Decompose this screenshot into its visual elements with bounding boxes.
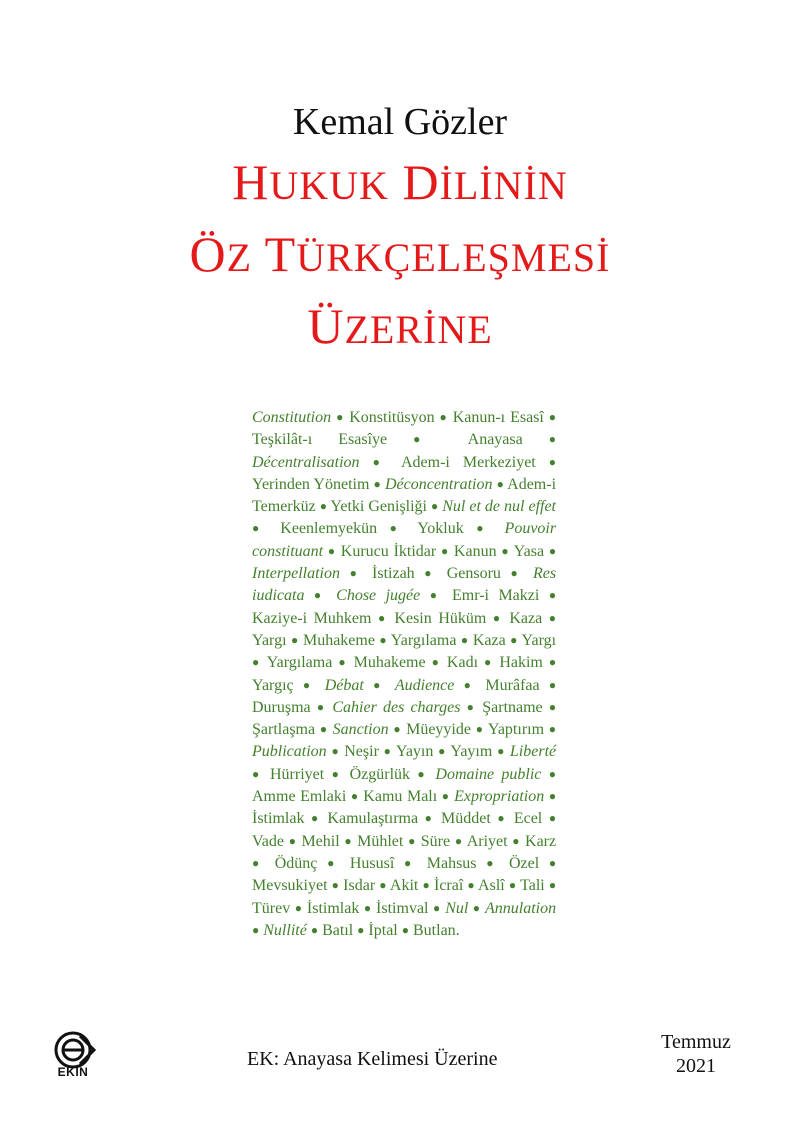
bullet-separator: ●	[404, 855, 417, 870]
bullet-separator: ●	[378, 610, 388, 625]
term: Pouvoir constituant	[252, 520, 557, 560]
term: Déconcentration	[384, 475, 493, 493]
bullet-separator: ●	[439, 410, 448, 424]
term: Şartname	[482, 698, 543, 716]
term: Keenlemyekün	[280, 520, 378, 538]
bullet-separator: ●	[290, 632, 299, 647]
term: Emr-i Makzi	[451, 587, 540, 605]
bullet-separator: ●	[496, 476, 504, 491]
bullet-separator: ●	[548, 410, 557, 424]
term: Tali	[520, 877, 545, 895]
term: Kaza	[509, 609, 543, 627]
bullet-separator: ●	[484, 655, 494, 670]
term: Muhakeme	[302, 631, 375, 649]
term: Yayın	[395, 743, 434, 761]
bullet-separator: ●	[331, 878, 340, 893]
bullet-separator: ●	[548, 722, 557, 737]
bullet-separator: ●	[331, 744, 340, 759]
bullet-separator: ●	[548, 655, 557, 670]
bullet-separator: ●	[424, 811, 435, 826]
bullet-separator: ●	[373, 677, 386, 692]
title-capital: D	[402, 154, 440, 210]
term: Mehil	[301, 832, 340, 850]
bullet-separator: ●	[548, 610, 556, 625]
term: Aslî	[478, 877, 505, 895]
bullet-separator: ●	[475, 722, 484, 737]
term: Yargı	[252, 631, 287, 649]
date-month: Temmuz	[661, 1031, 731, 1053]
bullet-separator: ●	[431, 655, 441, 670]
title-capital: T	[264, 226, 297, 282]
bullet-separator: ●	[463, 677, 477, 692]
term: Kaziye-i Muhkem	[252, 609, 372, 627]
term: İstimval	[376, 899, 429, 917]
bullet-separator: ●	[344, 833, 353, 848]
bullet-separator: ●	[417, 766, 429, 781]
term: Yargı	[521, 631, 557, 649]
term: Kamulaştırma	[327, 810, 419, 828]
bullet-separator: ●	[510, 632, 518, 647]
bullet-separator: ●	[379, 632, 387, 647]
term: Yaptırım	[487, 721, 545, 739]
term: Türev	[252, 899, 291, 917]
bullet-separator: ●	[548, 811, 557, 826]
bullet-separator: ●	[548, 432, 557, 447]
bullet-separator: ●	[310, 922, 319, 937]
bullet-separator: ●	[501, 543, 510, 558]
title-capital: H	[232, 154, 270, 210]
bullet-separator: ●	[316, 699, 327, 714]
bullet-separator: ●	[252, 521, 268, 536]
title-line-1	[0, 150, 800, 218]
term: Karz	[525, 832, 557, 850]
bullet-separator: ●	[408, 833, 417, 848]
bullet-separator: ●	[424, 566, 438, 581]
term: Domaine public	[435, 765, 542, 783]
bullet-separator: ●	[252, 655, 262, 670]
bullet-separator: ●	[508, 878, 517, 893]
bullet-separator: ●	[422, 878, 430, 893]
term: Expropriation	[454, 788, 545, 806]
bullet-separator: ●	[548, 699, 557, 714]
bullet-separator: ●	[294, 900, 303, 915]
term: Vade	[252, 832, 284, 850]
publication-date	[646, 1030, 746, 1078]
bullet-separator: ●	[350, 789, 359, 804]
bullet-separator: ●	[413, 432, 443, 447]
bullet-separator: ●	[548, 855, 557, 870]
bullet-separator: ●	[454, 833, 463, 848]
bullet-separator: ●	[357, 922, 365, 937]
bullet-separator: ●	[319, 499, 327, 514]
term: İstizah	[372, 565, 415, 583]
term: Débat	[324, 676, 364, 694]
bullet-separator: ●	[252, 855, 265, 870]
term: İcraî	[433, 877, 464, 895]
term: Publication	[252, 743, 327, 761]
term: Butlan.	[413, 921, 460, 939]
bullet-separator: ●	[512, 833, 521, 848]
term: Yasa	[513, 542, 545, 560]
term: Gensoru	[446, 565, 501, 583]
bullet-separator: ●	[438, 744, 447, 759]
bullet-separator: ●	[429, 588, 443, 603]
term: Kanun-ı Esasî	[452, 409, 544, 426]
term: Duruşma	[252, 698, 311, 716]
term: Mahsus	[426, 854, 477, 872]
term: Res iudicata	[252, 565, 557, 605]
bullet-separator: ●	[252, 922, 260, 937]
bullet-separator: ●	[460, 632, 469, 647]
bullet-separator: ●	[497, 744, 506, 759]
term: Cahier des charges	[332, 698, 461, 716]
term: Mevsukiyet	[252, 877, 328, 895]
title-rest: UKUK	[269, 163, 389, 208]
term: Yetki Genişliği	[330, 498, 427, 516]
bullet-separator: ●	[441, 789, 450, 804]
term: İstimlak	[252, 810, 305, 828]
term: Hususî	[349, 854, 395, 872]
term: Mühlet	[357, 832, 404, 850]
term: Yokluk	[417, 520, 464, 538]
title-rest: Z	[226, 235, 253, 280]
term: Özgürlük	[349, 765, 411, 783]
title-rest: ZERİNE	[344, 307, 493, 352]
bullet-separator: ●	[431, 499, 439, 514]
bullet-separator: ●	[510, 566, 524, 581]
bullet-separator: ●	[311, 811, 321, 826]
bullet-separator: ●	[492, 610, 503, 625]
term: Audience	[394, 676, 455, 694]
date-year: 2021	[676, 1055, 716, 1077]
term: Isdar	[343, 877, 376, 895]
term: Neşir	[344, 743, 379, 761]
bullet-separator: ●	[548, 677, 557, 692]
title-capital: Ü	[307, 298, 345, 354]
bullet-separator: ●	[372, 454, 389, 469]
title-line-2	[0, 222, 800, 290]
bullet-separator: ●	[548, 454, 557, 469]
term: Şartlaşma	[252, 721, 316, 739]
term: Ariyet	[466, 832, 508, 850]
term: Yargılama	[390, 631, 457, 649]
bullet-separator: ●	[327, 543, 336, 558]
bullet-separator: ●	[383, 744, 392, 759]
term: Interpellation	[252, 565, 340, 583]
term: Özel	[508, 854, 540, 872]
bullet-separator: ●	[288, 833, 297, 848]
bullet-separator: ●	[349, 566, 363, 581]
term: Liberté	[509, 743, 557, 761]
term: Batıl	[322, 921, 354, 939]
term: Murâfaa	[485, 676, 540, 694]
author-name: Kemal Gözler	[292, 101, 508, 143]
term: Yargıç	[252, 676, 294, 694]
appendix-note: EK: Anayasa Kelimesi Üzerine	[247, 1048, 498, 1070]
term: Kurucu İktidar	[340, 542, 437, 560]
term: Nullité	[263, 921, 307, 939]
bullet-separator: ●	[466, 699, 477, 714]
term: Müeyyide	[406, 721, 471, 739]
bullet-separator: ●	[476, 521, 493, 536]
bullet-separator: ●	[393, 722, 402, 737]
bullet-separator: ●	[548, 543, 557, 558]
term: Décentralisation	[252, 453, 360, 471]
title-line-3	[0, 294, 800, 362]
term: Kadı	[446, 654, 479, 672]
bullet-separator: ●	[432, 900, 441, 915]
term: Anayasa	[467, 431, 523, 449]
term: Muhakeme	[353, 654, 426, 672]
title-rest: İLİNİN	[439, 163, 568, 208]
bullet-separator: ●	[373, 476, 381, 491]
term: Yayım	[450, 743, 493, 761]
bullet-separator: ●	[252, 766, 263, 781]
bullet-separator: ●	[302, 677, 316, 692]
logo-text: EKİN	[57, 1065, 89, 1079]
bullet-separator: ●	[548, 588, 557, 603]
bullet-separator: ●	[389, 521, 406, 536]
term: Adem-i Temerküz	[252, 475, 557, 516]
bullet-separator: ●	[313, 588, 327, 603]
bullet-separator: ●	[363, 900, 372, 915]
term: Kesin Hüküm	[394, 609, 487, 627]
term: Hakim	[499, 654, 543, 672]
term: Kamu Malı	[363, 788, 438, 806]
bullet-separator: ●	[331, 766, 343, 781]
bullet-separator: ●	[401, 922, 409, 937]
bullet-separator: ●	[319, 722, 328, 737]
term: Yargılama	[266, 654, 333, 672]
term: Chose jugée	[336, 587, 421, 605]
term: Süre	[420, 832, 451, 850]
bullet-separator: ●	[336, 410, 345, 424]
term: Akit	[389, 877, 419, 895]
term: İptal	[368, 921, 398, 939]
bullet-separator: ●	[497, 811, 508, 826]
term: Nul	[445, 899, 469, 917]
bullet-separator: ●	[338, 655, 348, 670]
term: İstimlak	[306, 899, 360, 917]
bullet-separator: ●	[379, 878, 387, 893]
term: Amme Emlaki	[252, 788, 347, 806]
term: Teşkilât-ı Esasîye	[252, 431, 388, 449]
bullet-separator: ●	[548, 878, 557, 893]
term: Annulation	[485, 899, 557, 917]
term: Hürriyet	[270, 765, 325, 783]
term: Ecel	[513, 810, 543, 828]
term: Nul et de nul effet	[442, 498, 556, 516]
bullet-separator: ●	[548, 766, 557, 781]
title-capital: Ö	[189, 226, 227, 282]
bullet-separator: ●	[327, 855, 341, 870]
term: Yerinden Yönetim	[252, 475, 370, 493]
bullet-separator: ●	[548, 789, 557, 804]
term: Constitution	[252, 409, 332, 426]
terms-block	[252, 407, 556, 942]
bullet-separator: ●	[486, 855, 500, 870]
bullet-separator: ●	[472, 900, 481, 915]
title-rest: ÜRKÇELEŞMESİ	[296, 235, 611, 280]
term: Konstitüsyon	[349, 409, 435, 426]
term: Kaza	[472, 631, 506, 649]
term: Adem-i Merkeziyet	[401, 453, 536, 471]
bullet-separator: ●	[467, 878, 475, 893]
bullet-separator: ●	[441, 543, 450, 558]
term: Sanction	[332, 721, 389, 739]
term: Müddet	[441, 810, 491, 828]
term: Ödünç	[274, 854, 318, 872]
term: Kanun	[453, 542, 497, 560]
